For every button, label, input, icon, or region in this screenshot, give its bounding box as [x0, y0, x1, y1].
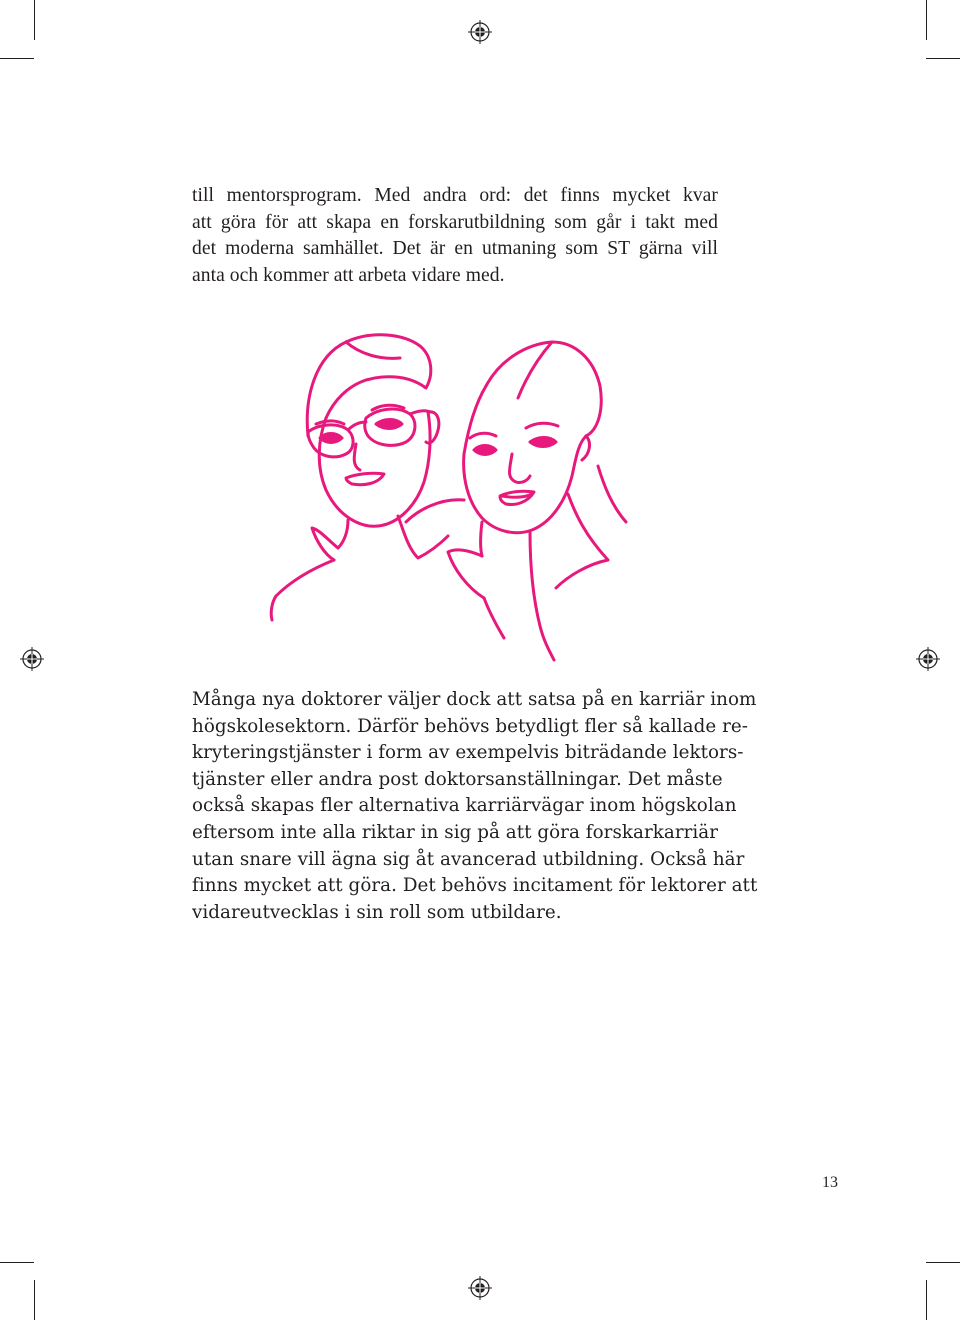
crop-mark-top-right-h: [926, 58, 960, 59]
crop-mark-bottom-right-v: [926, 1280, 927, 1320]
registration-mark-bottom-icon: [468, 1276, 492, 1300]
registration-mark-left-icon: [20, 647, 44, 671]
text-line: att göra för att skapa en forskarutbildning som går i takt med: [192, 211, 718, 233]
right-brow-1: [470, 433, 496, 438]
text-line: högskolesektorn. Därför behövs betydligt fler så kallade re-: [192, 715, 748, 737]
text-line: vidareutvecklas i sin roll som utbildare.: [192, 901, 562, 923]
text-line: utan snare vill ägna sig åt avancerad utbildning. Också här: [192, 848, 745, 870]
right-eye-2: [530, 438, 556, 447]
crop-mark-top-left-v: [34, 0, 35, 40]
right-shoulder: [484, 598, 504, 638]
crop-mark-top-right-v: [926, 0, 927, 40]
right-neck: [481, 522, 483, 556]
text-line: det moderna samhället. Det är en utmaning som ST gärna vill: [192, 238, 718, 260]
main-paragraph: [192, 687, 758, 926]
page-number: 13: [822, 1174, 838, 1191]
left-nose: [354, 444, 360, 470]
text-line: anta och kommer att arbeta vidare med.: [192, 264, 505, 286]
crop-mark-bottom-left-v: [34, 1280, 35, 1320]
right-face-hair-left: [464, 386, 486, 454]
right-brow-2: [526, 423, 558, 428]
text-line: till mentorsprogram. Med andra ord: det finns mycket kvar: [192, 185, 718, 206]
left-shoulder: [271, 560, 334, 620]
crop-mark-bottom-left-h: [0, 1262, 34, 1263]
text-line: Många nya doktorer väljer dock att satsa på en karriär inom: [192, 689, 757, 710]
two-faces-illustration: [268, 326, 640, 662]
right-collar-left: [448, 550, 484, 598]
left-eye-1: [320, 434, 342, 443]
intro-paragraph: [192, 183, 718, 289]
text-line: kryteringstjänster i form av exempelvis biträdande lektors-: [192, 742, 744, 764]
left-mouth: [346, 473, 384, 484]
right-eye-1: [474, 446, 496, 455]
right-placket: [530, 532, 554, 660]
crop-mark-top-left-h: [0, 58, 34, 59]
crop-mark-bottom-right-h: [926, 1262, 960, 1263]
registration-mark-right-icon: [916, 647, 940, 671]
right-collar-right-2: [598, 466, 626, 522]
text-line: eftersom inte alla riktar in sig på att göra forskarkarriär: [192, 821, 719, 843]
text-line: tjänster eller andra post doktorsanställningar. Det måste: [192, 768, 723, 790]
left-neck: [338, 520, 348, 548]
registration-mark-top-icon: [468, 20, 492, 44]
right-nose: [510, 454, 531, 483]
left-eye-2: [376, 420, 402, 429]
text-line: finns mycket att göra. Det behövs incitament för lektorer att: [192, 875, 758, 897]
right-collar-right: [556, 494, 608, 588]
text-line: också skapas fler alternativa karriärvägar inom högskolan: [192, 795, 737, 817]
left-collar: [312, 528, 338, 560]
left-face-hair-fringe: [346, 342, 400, 358]
